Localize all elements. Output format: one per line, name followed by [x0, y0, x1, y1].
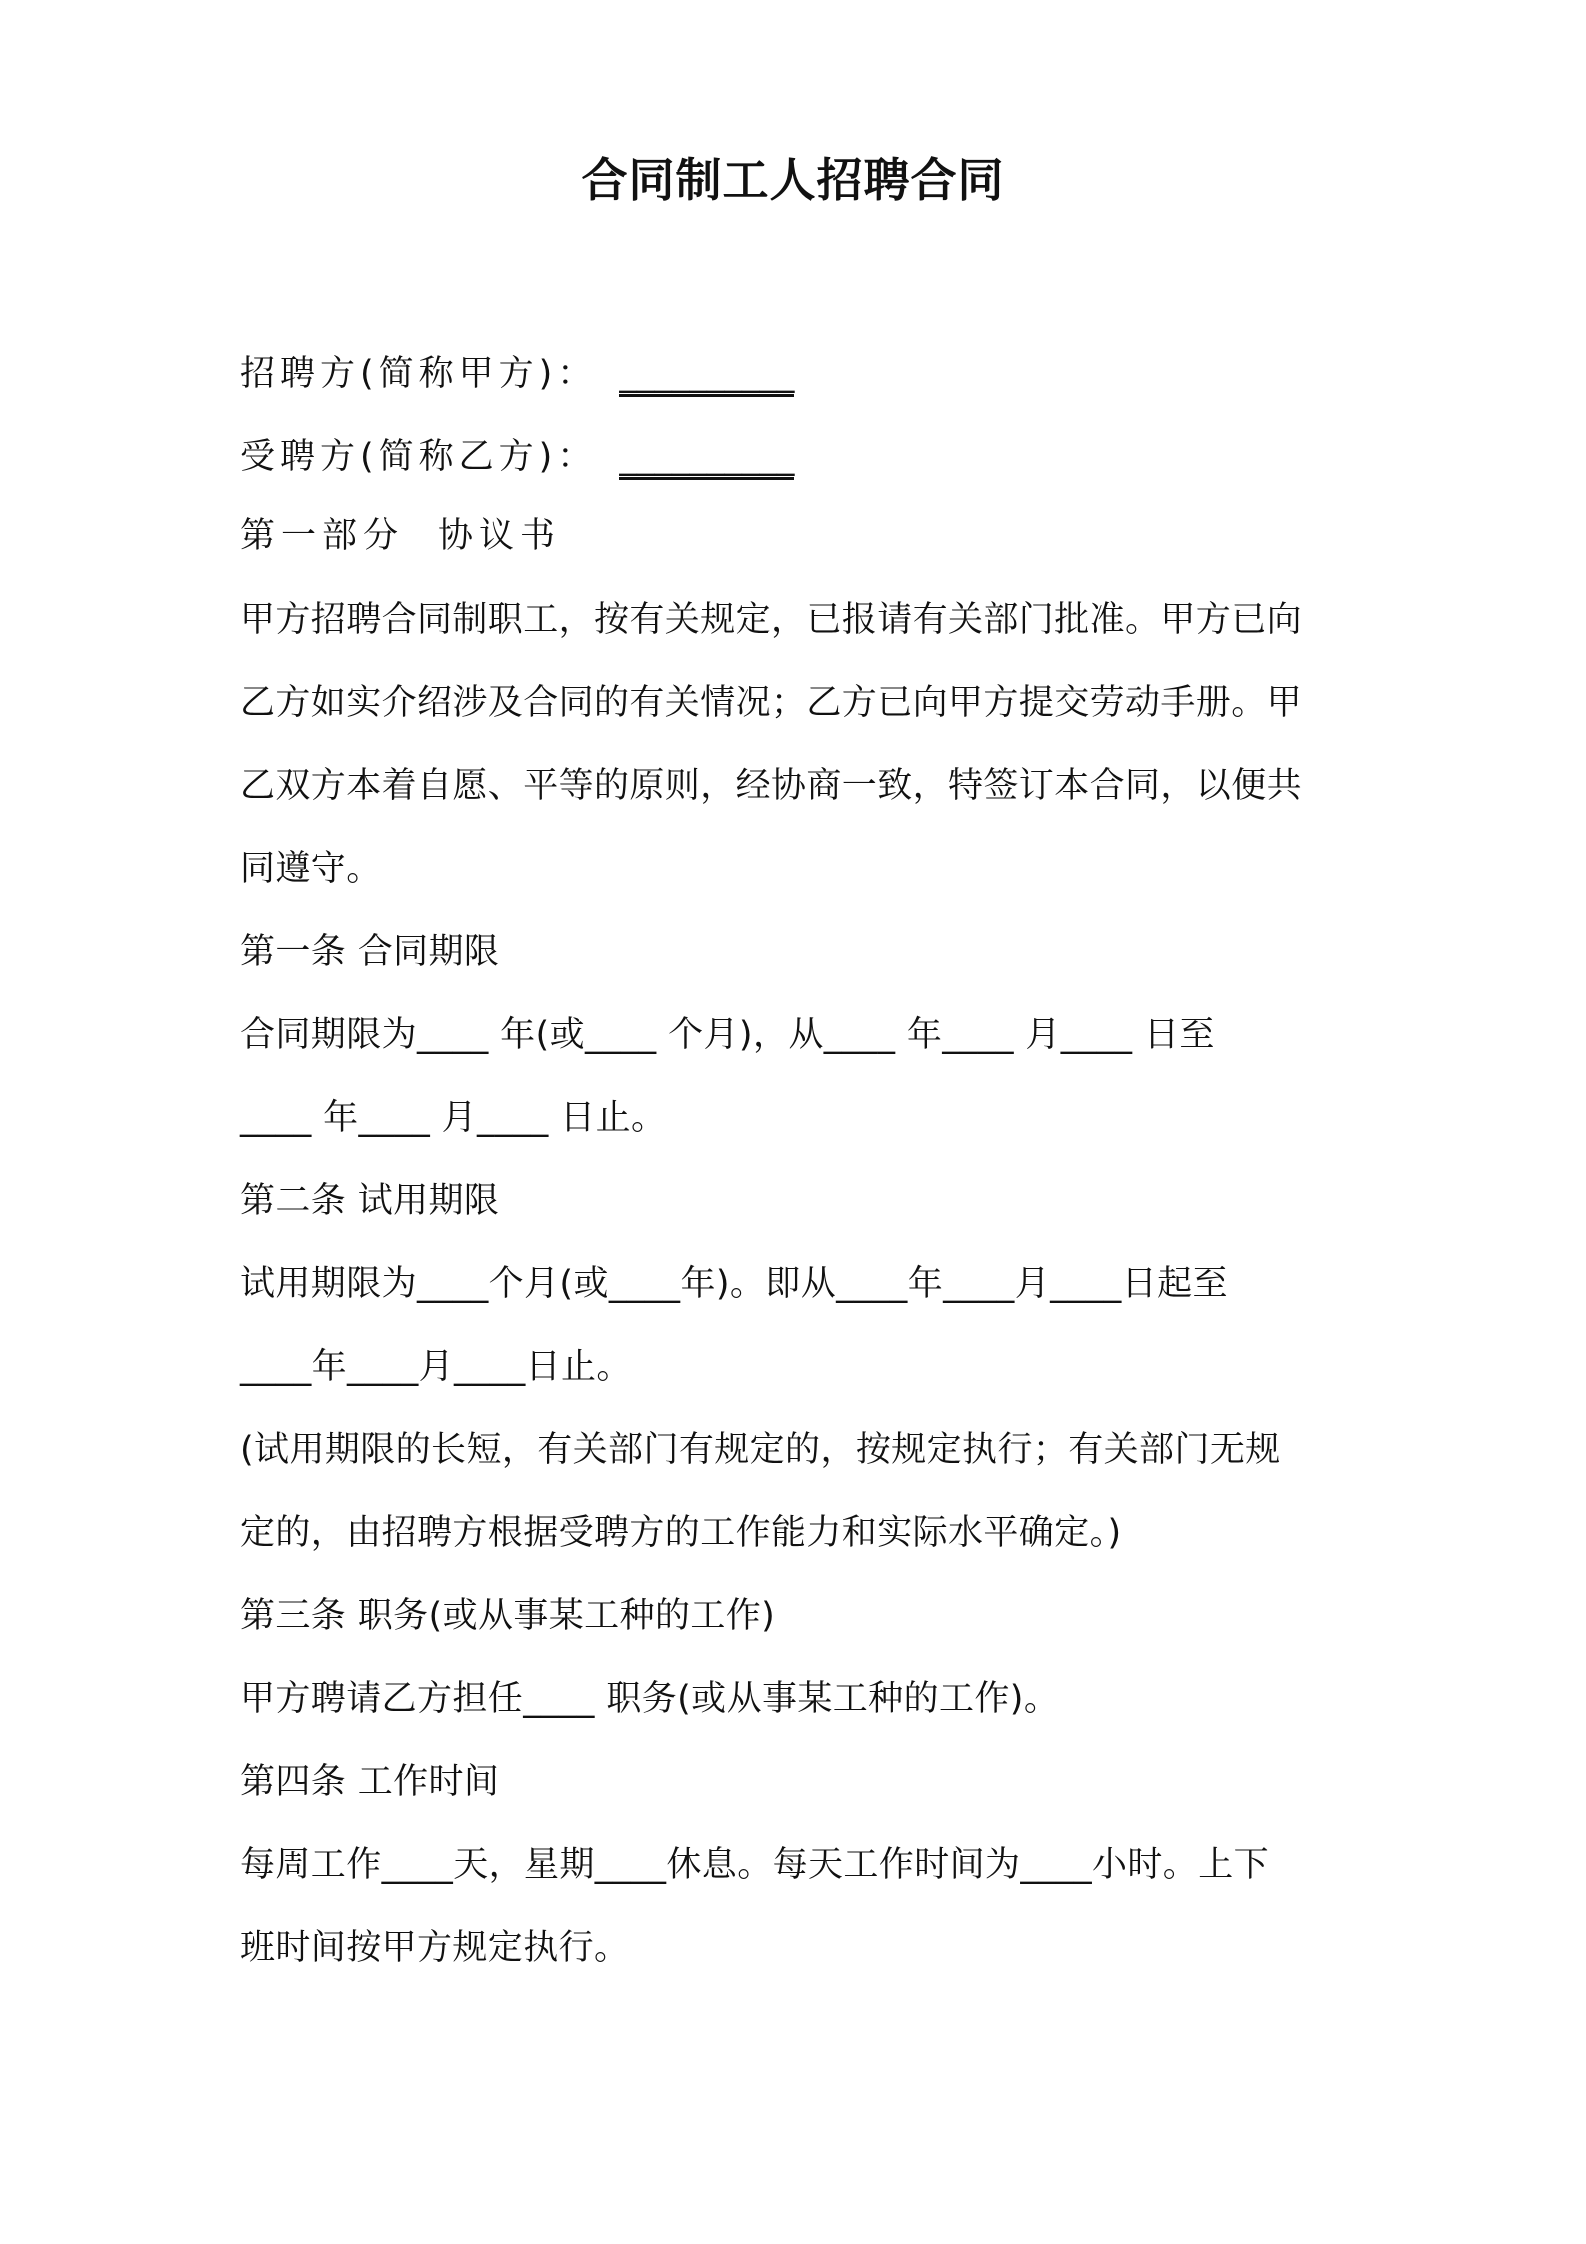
preamble-line: 同遵守。 — [240, 849, 382, 889]
article-4-line: 班时间按甲方规定执行。 — [240, 1928, 630, 1968]
article-3-line: 甲方聘请乙方担任____ 职务(或从事某工种的工作)。 — [240, 1679, 1060, 1719]
article-2-line: ____年____月____日止。 — [240, 1347, 632, 1387]
recruiter-line — [240, 350, 1370, 398]
article-2-heading: 第二条 试用期限 — [240, 1181, 500, 1221]
article-2-line: 试用期限为____个月(或____年)。即从____年____月____日起至 — [240, 1264, 1228, 1304]
article-1-line: ____ 年____ 月____ 日止。 — [240, 1098, 667, 1138]
article-4-line: 每周工作____天，星期____休息。每天工作时间为____小时。上下 — [240, 1845, 1270, 1885]
document-title: 合同制工人招聘合同 — [581, 153, 1005, 207]
recruiter-blank: __________ — [619, 354, 794, 397]
preamble-line: 甲方招聘合同制职工，按有关规定，已报请有关部门批准。甲方已向 — [240, 600, 1303, 640]
article-4-heading: 第四条 工作时间 — [240, 1762, 500, 1802]
article-2-note-line: 定的，由招聘方根据受聘方的工作能力和实际水平确定。) — [240, 1513, 1122, 1553]
article-1-heading: 第一条 合同期限 — [240, 932, 500, 972]
employee-line — [240, 433, 1370, 481]
part-one-heading — [240, 512, 1370, 560]
part-one-name: 协议书 — [438, 516, 562, 556]
employee-blank: __________ — [619, 437, 794, 480]
employee-label: 受聘方(简称乙方)： — [240, 437, 598, 477]
recruiter-label: 招聘方(简称甲方)： — [240, 354, 598, 394]
part-one-label: 第一部分 — [240, 516, 405, 556]
preamble-line: 乙双方本着自愿、平等的原则，经协商一致，特签订本合同，以便共 — [240, 766, 1303, 806]
article-2-note-line: (试用期限的长短，有关部门有规定的，按规定执行；有关部门无规 — [240, 1430, 1281, 1470]
article-3-heading: 第三条 职务(或从事某工种的工作) — [240, 1596, 776, 1636]
article-1-line: 合同期限为____ 年(或____ 个月)，从____ 年____ 月____ 日至 — [240, 1015, 1215, 1055]
preamble-line: 乙方如实介绍涉及合同的有关情况；乙方已向甲方提交劳动手册。甲 — [240, 683, 1303, 723]
